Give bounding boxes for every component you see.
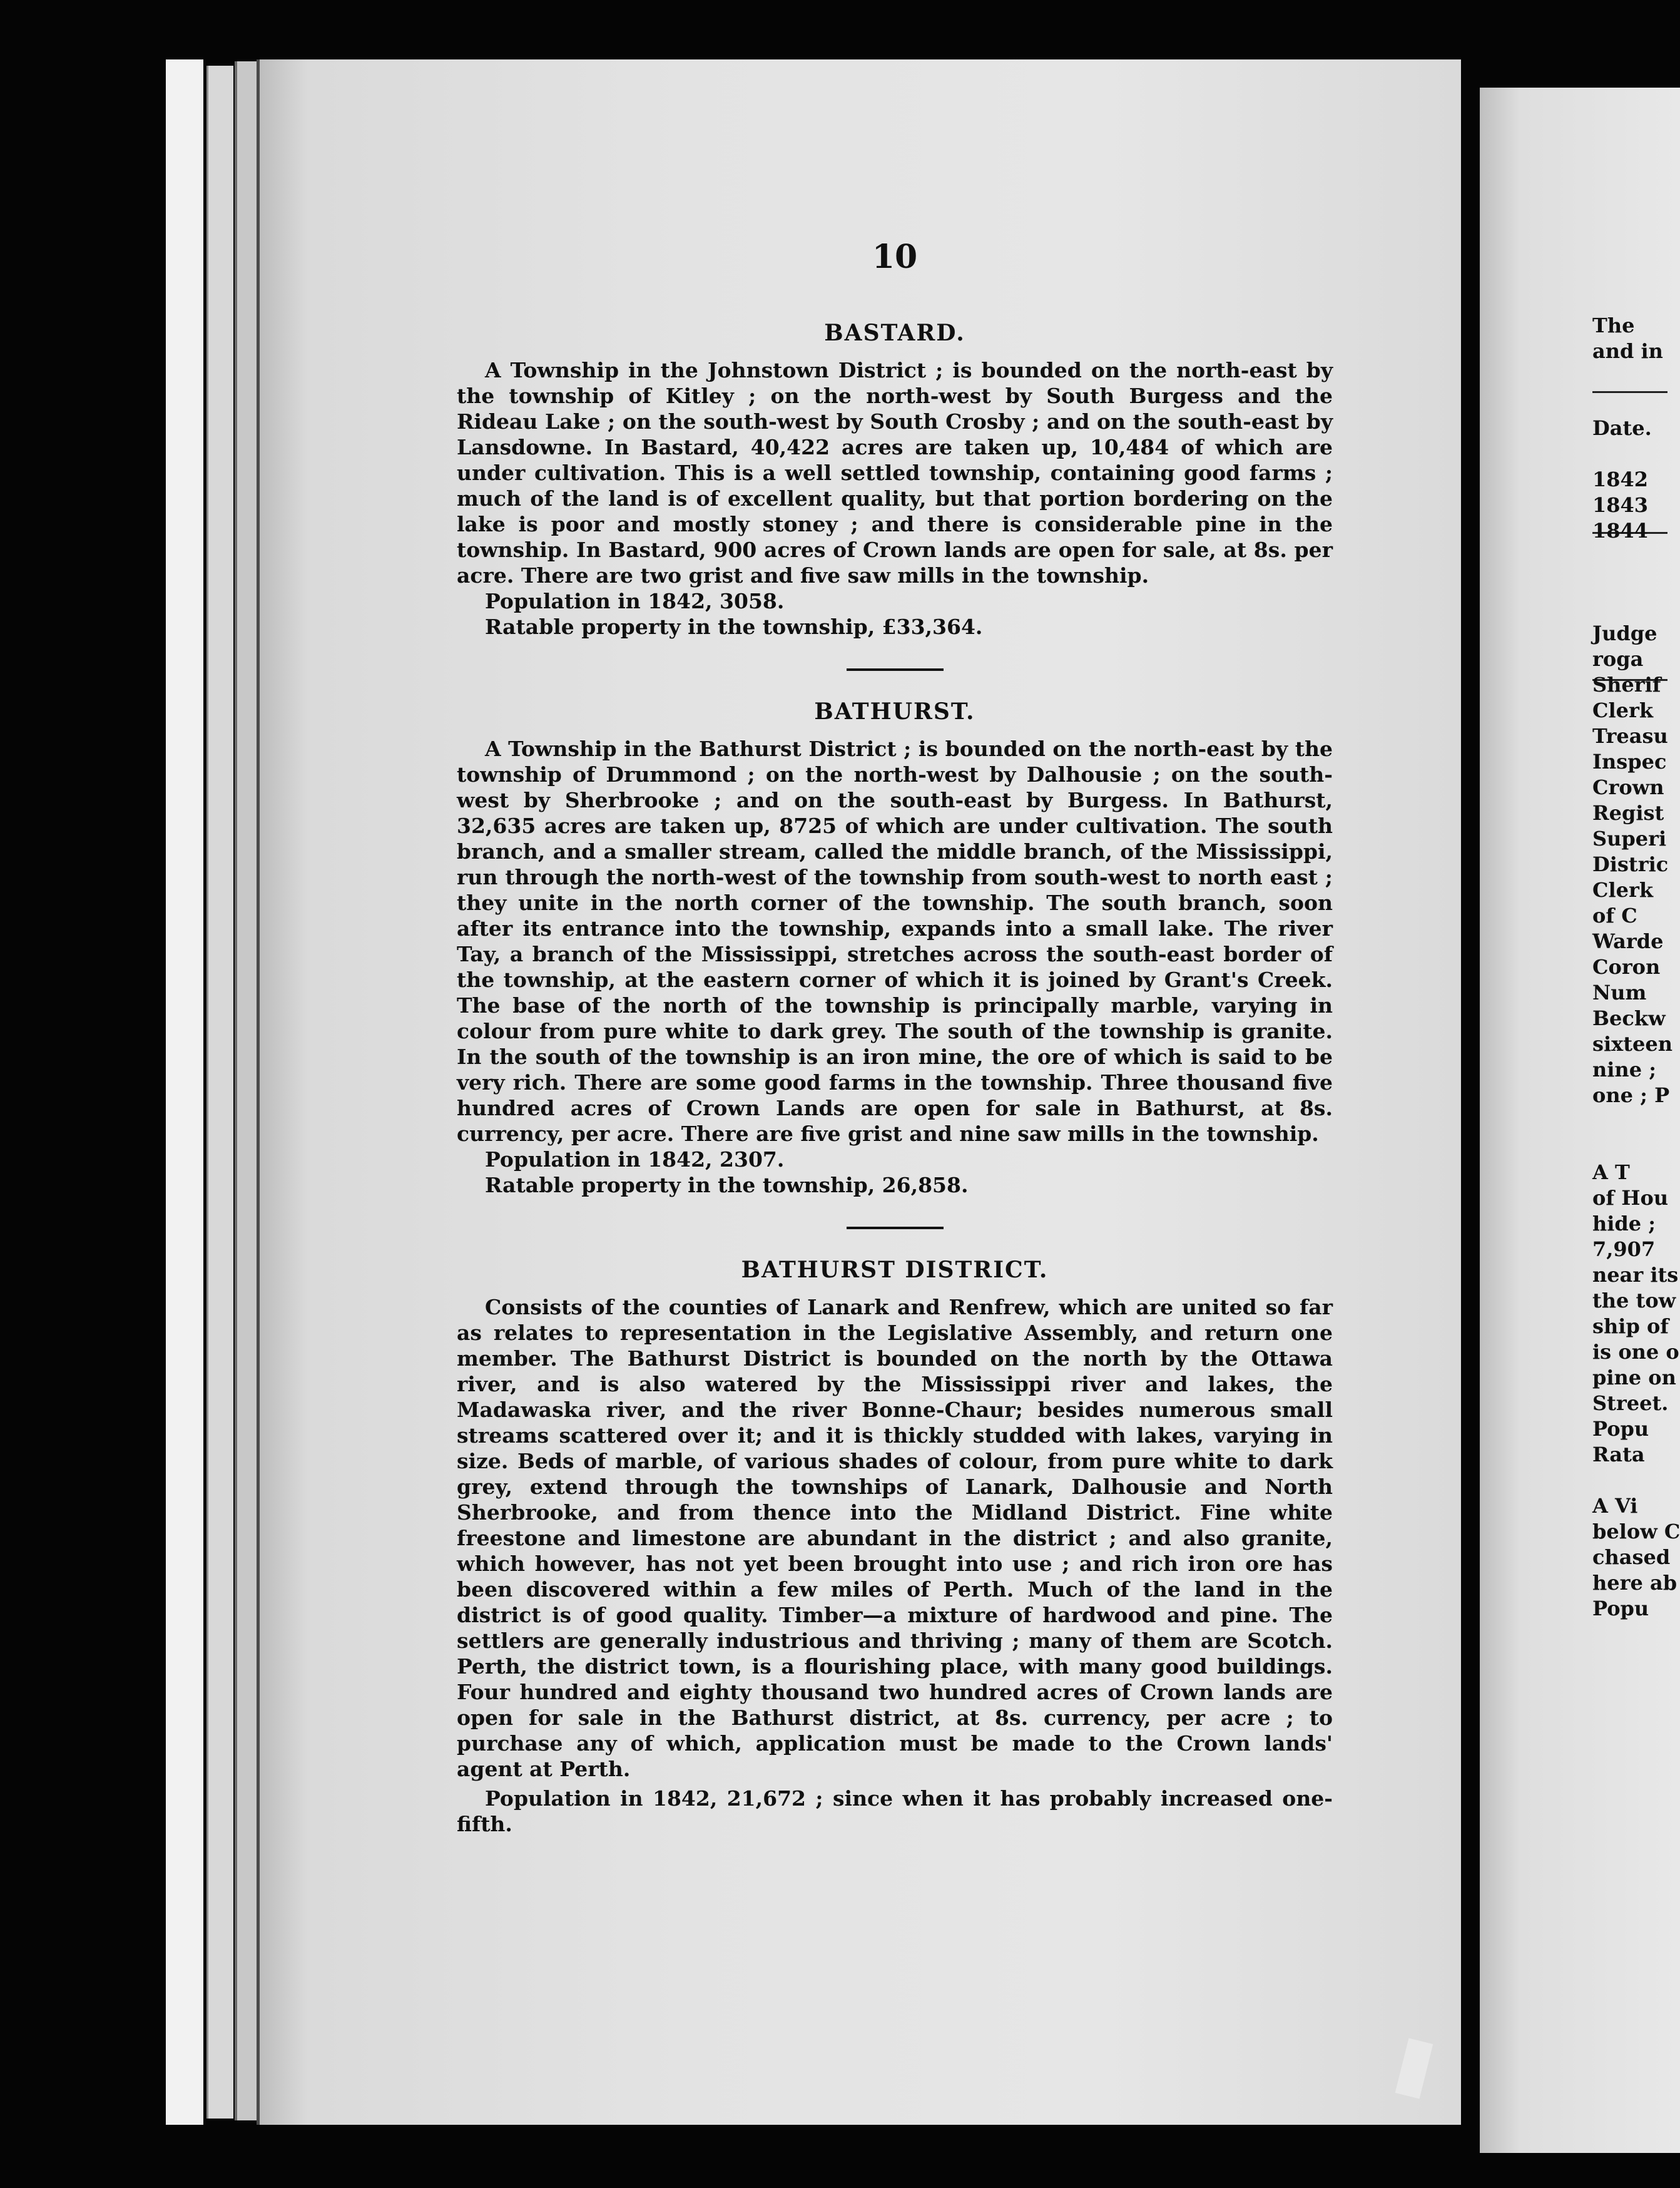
facing-page-line: Sherif [1592, 673, 1661, 697]
facing-page-line: Warde [1592, 929, 1664, 953]
population-line: Population in 1842, 21,672 ; since when it has probably increased one-fifth. [457, 1786, 1333, 1836]
facing-page-line: 1843 [1592, 493, 1649, 517]
facing-page-line: The [1592, 314, 1635, 337]
facing-page-line: Regist [1592, 801, 1664, 825]
section-heading: BATHURST. [814, 698, 975, 725]
section-divider [847, 668, 944, 671]
facing-page-line: Distric [1592, 852, 1669, 876]
facing-page-line [1592, 1468, 1667, 1493]
facing-page-line: the tow [1592, 1289, 1676, 1312]
facing-page-line: A Vi [1592, 1494, 1638, 1518]
population-line: Population in 1842, 3058. [485, 589, 785, 613]
facing-page-line: 1844 [1592, 519, 1649, 543]
facing-page-line: Superi [1592, 827, 1667, 851]
facing-page-line: pine on [1592, 1366, 1676, 1389]
population-line: Population in 1842, 2307. [485, 1147, 785, 1172]
facing-page-line: Coron [1592, 955, 1661, 979]
facing-page-line: 1842 [1592, 468, 1649, 491]
section-divider [847, 1227, 944, 1229]
section-body: Consists of the counties of Lanark and Renfrew, which are united so far as relates to representation in the Legislative Assembly, and return one member. The Bathurst District is bounded on the north by the Ottawa river, and is also watered by the Mississippi river and lakes, the Madawaska river, and the river Bonne-Chaur; besides numerous small streams scattered over it; and it is thickly studded with lakes, varying in size. Beds of marble, of various shades of colour, from pure white to dark grey, extend through the townships of Lanark, Dalhousie and North Sherbrooke, and from thence into the Midland District. Fine white freestone and limestone are abundant in the district ; and also granite, which however, has not yet been brought into use ; and rich iron ore has been discovered within a few miles of Perth. Much of the land in the district is of good quality. Timber—a mixture of hardwood and pine. The settlers are generally industrious and thriving ; many of them are Scotch. Perth, the district town, is a flourishing place, with many good buildings. Four hundred and eighty thousand two hundred acres of Crown lands are open for sale in the Bathurst district, at 8s. currency, per acre ; to purchase any of which, application must be made to the Crown lands' agent at Perth. [457, 1295, 1333, 1781]
facing-page-line: below C [1592, 1520, 1680, 1543]
facing-page-line: Street. [1592, 1391, 1669, 1415]
facing-page-line: hide ; [1592, 1212, 1656, 1235]
facing-page-line: A T [1592, 1160, 1630, 1184]
facing-page-line: Crown [1592, 775, 1664, 799]
facing-page-line [1592, 441, 1667, 467]
facing-page-line [1592, 1134, 1667, 1160]
facing-page-line [1592, 570, 1667, 595]
facing-page-line: here ab [1592, 1571, 1677, 1595]
section-heading: BATHURST DISTRICT. [741, 1257, 1049, 1283]
facing-page-line: Num [1592, 981, 1647, 1005]
facing-page-line: of C [1592, 904, 1637, 928]
facing-page-line: Clerk [1592, 878, 1654, 902]
facing-page-line [1592, 390, 1667, 416]
property-line: Ratable property in the township, £33,364. [485, 615, 983, 639]
property-line: Ratable property in the township, 26,858. [485, 1173, 969, 1197]
facing-page-text [1592, 313, 1680, 1622]
facing-page-line: sixteen [1592, 1032, 1673, 1056]
facing-page-line [1592, 364, 1667, 390]
section-bastard [457, 320, 1333, 640]
facing-page-line: one ; P [1592, 1083, 1670, 1107]
facing-page-line: roga [1592, 647, 1644, 671]
facing-page-line: chased [1592, 1545, 1671, 1569]
section-body: A Township in the Johnstown District ; is bounded on the north-east by the township of Kitley ; on the north-west by South Burgess and the Rideau Lake ; on the south-west by South Crosby ; and on the south-east by Lansdowne. In Bastard, 40,422 acres are taken up, 10,484 of which are under cultivation. This is a well settled township, containing good farms ; much of the land is of excellent quality, but that portion bordering on the lake is poor and mostly stoney ; and there is considerable pine in the township. In Bastard, 900 acres of Crown lands are open for sale, at 8s. per acre. There are two grist and five saw mills in the township. [457, 358, 1333, 588]
facing-page-line: Inspec [1592, 750, 1667, 774]
facing-page-line: Beckw [1592, 1006, 1666, 1030]
page-content [457, 238, 1333, 1837]
facing-page-line: is one o [1592, 1340, 1679, 1364]
page-number: 10 [872, 238, 918, 276]
page-stack-edge [206, 66, 233, 2119]
facing-page-line: Popu [1592, 1417, 1649, 1441]
facing-page-line: Popu [1592, 1597, 1649, 1620]
facing-page-line: and in [1592, 339, 1663, 363]
facing-page-line [1592, 544, 1667, 570]
section-bathurst-district [457, 1257, 1333, 1837]
facing-page-line: 7,907 [1592, 1237, 1656, 1261]
facing-page-line [1592, 1108, 1667, 1134]
facing-page-line: Judge [1592, 621, 1657, 645]
facing-page-line: ship of [1592, 1314, 1669, 1338]
facing-page-line: Clerk [1592, 698, 1654, 722]
facing-page-line: of Hou [1592, 1186, 1669, 1210]
facing-page-line: near its [1592, 1263, 1679, 1287]
section-body: A Township in the Bathurst District ; is bounded on the north-east by the township of Drummond ; on the north-west by Dalhousie ; on the south-west by Sherbrooke ; and on the south-east by Burgess. In Bathurst, 32,635 acres are taken up, 8725 of which are under cultivation. The south branch, and a smaller stream, called the middle branch, of the Mississippi, run through the north-west of the township from south-west to north east ; they unite in the north corner of the township. The south branch, soon after its entrance into the township, expands into a small lake. The river Tay, a branch of the Mississippi, stretches across the south-east border of the township, at the eastern corner of which it is joined by Grant's Creek. The base of the north of the township is principally marble, varying in colour from pure white to dark grey. The south of the township is granite. In the south of the township is an iron mine, the ore of which is said to be very rich. There are some good farms in the township. Three thousand five hundred acres of Crown Lands are open for sale in Bathurst, at 8s. currency, per acre. There are five grist and nine saw mills in the township. [457, 737, 1333, 1146]
page-stack-edge [235, 61, 259, 2120]
facing-page-line: Rata [1592, 1443, 1645, 1466]
facing-page-line: Date. [1592, 416, 1652, 440]
facing-page-line: nine ; [1592, 1058, 1656, 1081]
page-stack-edge [166, 59, 203, 2125]
section-heading: BASTARD. [824, 320, 965, 346]
facing-page-line: Treasu [1592, 724, 1668, 748]
facing-page-line [1592, 595, 1667, 621]
section-bathurst [457, 698, 1333, 1198]
